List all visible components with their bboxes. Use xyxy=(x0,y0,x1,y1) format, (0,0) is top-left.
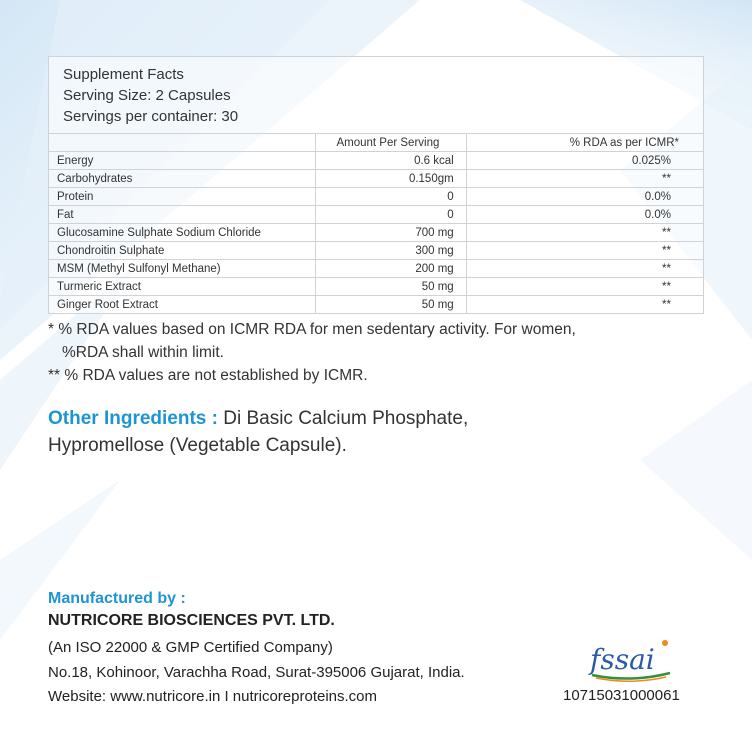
manufacturer-address: No.18, Kohinoor, Varachha Road, Surat-395006 Gujarat, India. xyxy=(48,664,465,681)
other-ingredients-text-2: Hypromellose (Vegetable Capsule). xyxy=(48,435,347,456)
other-ingredients-text-1: Di Basic Calcium Phosphate, xyxy=(223,408,469,429)
nutrient-name: Protein xyxy=(49,188,316,206)
header-nutrient xyxy=(49,134,316,152)
nutrient-rda: ** xyxy=(466,242,703,260)
nutrient-rda: ** xyxy=(466,278,703,296)
nutrient-amount: 50 mg xyxy=(316,278,467,296)
nutrient-amount: 0 xyxy=(316,188,467,206)
footnote-line-1: * % RDA values based on ICMR RDA for men sedentary activity. For women, xyxy=(48,321,576,338)
nutrient-name: Fat xyxy=(49,206,316,224)
rda-footnotes xyxy=(48,318,576,387)
header-rda: % RDA as per ICMR* xyxy=(466,134,703,152)
header-amount: Amount Per Serving xyxy=(316,134,467,152)
nutrient-rda: ** xyxy=(466,224,703,242)
manufacturer-certification: (An ISO 22000 & GMP Certified Company) xyxy=(48,639,333,656)
fssai-license-number: 10715031000061 xyxy=(563,687,680,704)
servings-per-container: Servings per container: 30 xyxy=(63,108,239,125)
nutrient-amount: 0.6 kcal xyxy=(316,152,467,170)
table-row xyxy=(49,206,703,224)
nutrient-rda: ** xyxy=(466,170,703,188)
nutrient-amount: 300 mg xyxy=(316,242,467,260)
table-row xyxy=(49,224,703,242)
nutrient-amount: 0.150gm xyxy=(316,170,467,188)
nutrient-rda: 0.0% xyxy=(466,188,703,206)
fssai-logo xyxy=(586,637,676,683)
nutrition-table xyxy=(49,133,703,314)
nutrient-rda: ** xyxy=(466,260,703,278)
nutrient-amount: 200 mg xyxy=(316,260,467,278)
manufacturer-title: Manufactured by : xyxy=(48,590,186,607)
footnote-line-3: ** % RDA values are not established by ICMR. xyxy=(48,367,368,384)
nutrient-name: Turmeric Extract xyxy=(49,278,316,296)
table-header-row xyxy=(49,134,703,152)
nutrient-name: MSM (Methyl Sulfonyl Methane) xyxy=(49,260,316,278)
table-row xyxy=(49,260,703,278)
nutrient-name: Carbohydrates xyxy=(49,170,316,188)
table-row xyxy=(49,170,703,188)
nutrient-amount: 700 mg xyxy=(316,224,467,242)
supplement-facts-header xyxy=(63,64,238,127)
footnote-line-2: %RDA shall within limit. xyxy=(62,344,224,361)
nutrient-amount: 0 xyxy=(316,206,467,224)
supplement-facts-title: Supplement Facts xyxy=(63,66,184,83)
fssai-logo-text: fssai xyxy=(590,643,655,676)
table-row xyxy=(49,188,703,206)
other-ingredients xyxy=(48,405,468,459)
nutrient-amount: 50 mg xyxy=(316,296,467,314)
nutrient-rda: 0.025% xyxy=(466,152,703,170)
nutrient-name: Ginger Root Extract xyxy=(49,296,316,314)
table-row xyxy=(49,278,703,296)
nutrient-name: Glucosamine Sulphate Sodium Chloride xyxy=(49,224,316,242)
manufacturer-name: NUTRICORE BIOSCIENCES PVT. LTD. xyxy=(48,612,335,629)
serving-size: Serving Size: 2 Capsules xyxy=(63,87,231,104)
supplement-facts-panel xyxy=(48,56,704,314)
table-row xyxy=(49,152,703,170)
manufacturer-website: Website: www.nutricore.in I nutricoreproteins.com xyxy=(48,688,378,705)
table-row xyxy=(49,296,703,314)
nutrient-rda: 0.0% xyxy=(466,206,703,224)
table-row xyxy=(49,242,703,260)
nutrient-name: Chondroitin Sulphate xyxy=(49,242,316,260)
other-ingredients-label: Other Ingredients : xyxy=(48,408,218,429)
nutrient-rda: ** xyxy=(466,296,703,314)
nutrient-name: Energy xyxy=(49,152,316,170)
